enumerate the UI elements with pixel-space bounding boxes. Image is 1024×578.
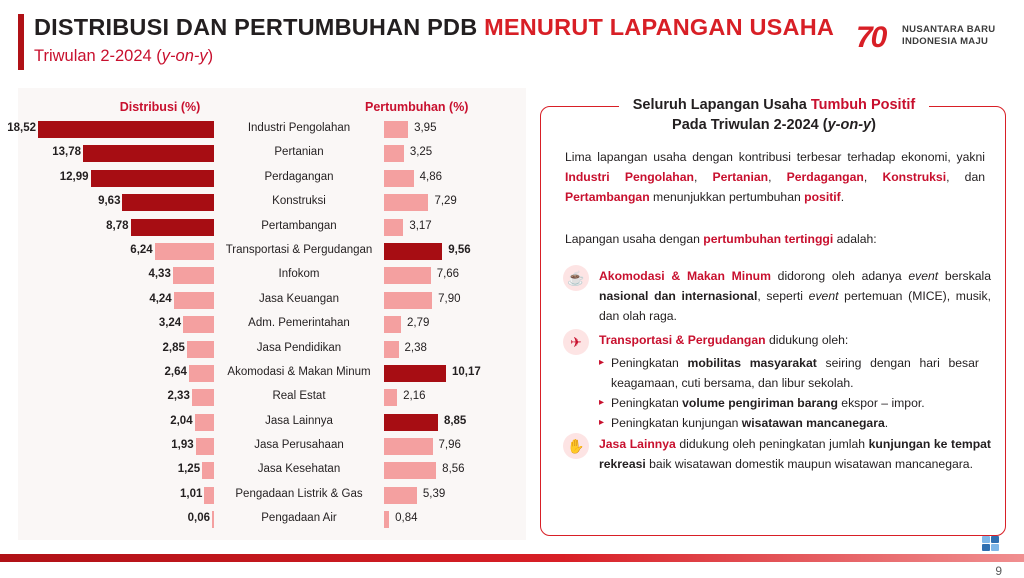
b1-b: berskala	[938, 269, 991, 283]
growth-bar	[384, 121, 408, 138]
distribution-value: 18,52	[7, 122, 36, 134]
info-title-line2-italic: y-on-y	[827, 117, 872, 133]
p1-part1: Lima lapangan usaha dengan kontribusi terbesar terhadap ekonomi, yakni	[565, 150, 985, 164]
growth-value: 10,17	[452, 365, 481, 378]
category-label: Jasa Kesehatan	[257, 463, 341, 476]
page-subtitle-plain: Triwulan 2-2024 (	[34, 47, 162, 65]
s3-pre: Peningkatan kunjungan	[611, 416, 742, 430]
p1-hi4: Konstruksi	[882, 170, 947, 184]
slide-header	[0, 0, 1024, 86]
logo-text-line2: INDONESIA MAJU	[902, 36, 989, 47]
distribution-bar	[195, 414, 214, 431]
s3-post: .	[884, 416, 889, 430]
logo-text-line1: NUSANTARA BARU	[902, 24, 996, 35]
distribution-value: 0,06	[187, 512, 210, 525]
chart-row	[18, 435, 526, 459]
growth-bar	[384, 145, 404, 162]
category-label: Pertambangan	[261, 219, 337, 232]
category-label: Industri Pengolahan	[247, 122, 351, 134]
chart-row	[18, 362, 526, 386]
b2-lead: Transportasi & Pergudangan	[599, 333, 766, 347]
p1-sep4: , dan	[946, 170, 986, 184]
chart-row	[18, 386, 526, 410]
p1-sep1: ,	[693, 170, 713, 184]
category-label: Pengadaan Listrik & Gas	[235, 487, 363, 500]
title-accent-bar	[18, 14, 24, 70]
b1-a: didorong oleh adanya	[770, 269, 909, 283]
p2-part1: Lapangan usaha dengan	[565, 232, 704, 246]
bullet-transportasi-sublist	[599, 353, 979, 433]
growth-value: 2,79	[407, 317, 430, 330]
info-title-line2	[541, 117, 1007, 133]
page-subtitle	[34, 47, 213, 66]
info-paragraph-1	[565, 147, 985, 207]
distribution-bar	[189, 365, 214, 382]
distribution-value: 3,24	[158, 317, 182, 330]
p1-part2: menunjukkan pertumbuhan	[649, 190, 805, 204]
s1-bold: mobilitas masyarakat	[687, 356, 817, 370]
growth-value: 3,17	[409, 219, 432, 232]
growth-value: 3,95	[414, 122, 437, 134]
page-title-dark: DISTRIBUSI DAN PERTUMBUHAN PDB	[34, 14, 485, 40]
distribution-value: 2,85	[162, 341, 185, 354]
distribution-value: 13,78	[52, 146, 82, 159]
info-panel	[540, 97, 1006, 536]
distribution-value: 2,64	[164, 365, 187, 378]
category-label: Transportasi & Pergudangan	[225, 243, 373, 256]
growth-bar	[384, 462, 436, 479]
b1-bold1: nasional dan internasional	[599, 289, 758, 303]
growth-value: 4,86	[419, 170, 443, 183]
chart-row	[18, 240, 526, 264]
growth-value: 9,56	[448, 243, 471, 256]
distribution-bar	[196, 438, 214, 455]
category-label: Akomodasi & Makan Minum	[227, 365, 371, 378]
b1-lead: Akomodasi & Makan Minum	[599, 269, 771, 283]
sub-item	[599, 353, 979, 393]
b1-d: pertemuan (MICE), musik, dan olah raga.	[599, 289, 991, 323]
b1-ital1: event	[908, 269, 939, 283]
distribution-bar	[204, 487, 214, 504]
growth-bar	[384, 219, 403, 236]
growth-value: 2,38	[404, 341, 427, 354]
category-label: Adm. Pemerintahan	[248, 317, 350, 330]
distribution-bar	[187, 341, 214, 358]
chart-rows	[7, 118, 526, 533]
chart-row	[18, 264, 526, 288]
p1-hi5: Pertambangan	[565, 190, 650, 204]
growth-bar	[384, 194, 428, 211]
info-title-line2-b: )	[871, 117, 876, 133]
p1-sep3: ,	[863, 170, 883, 184]
category-label: Pertanian	[274, 146, 324, 159]
growth-bar	[384, 243, 442, 260]
distribution-bar	[83, 145, 214, 162]
chart-row	[18, 459, 526, 483]
growth-bar	[384, 292, 432, 309]
distribution-bar	[174, 292, 214, 309]
chart-row	[18, 167, 526, 191]
distribution-bar	[122, 194, 214, 211]
growth-value: 7,90	[438, 292, 461, 305]
page-title	[34, 14, 834, 41]
category-label: Jasa Perusahaan	[254, 439, 344, 452]
distribution-value: 8,78	[106, 219, 129, 232]
chart-row	[18, 338, 526, 362]
info-title-line2-a: Pada Triwulan 2-2024 (	[672, 117, 828, 133]
p1-hi1: Industri Pengolahan	[565, 170, 694, 184]
chart-row	[7, 118, 526, 142]
distribution-bar	[38, 121, 214, 138]
page-number: 9	[995, 564, 1002, 578]
s2-post: ekspor – impor.	[837, 396, 925, 410]
logo	[856, 16, 1006, 62]
distribution-value: 6,24	[130, 243, 153, 256]
bullet-jasa-lainnya-text	[599, 434, 991, 474]
distribution-bar	[192, 389, 214, 406]
b3-lead: Jasa Lainnya	[599, 437, 676, 451]
b1-c: , seperti	[757, 289, 809, 303]
distribution-value: 12,99	[59, 170, 89, 183]
growth-bar	[384, 438, 433, 455]
s1-post: seiring dengan hari besar keagamaan, cuti bersama, dan libur sekolah.	[611, 356, 979, 390]
growth-value: 2,16	[403, 390, 426, 403]
distribution-value: 4,24	[149, 292, 172, 305]
page-title-red: MENURUT LAPANGAN USAHA	[484, 14, 835, 40]
s2-pre: Peningkatan	[611, 396, 683, 410]
s1-pre: Peningkatan	[611, 356, 688, 370]
transport-icon: ✈	[563, 329, 589, 355]
category-label: Jasa Pendidikan	[256, 341, 342, 354]
chart-row	[18, 191, 526, 215]
footer-bar	[0, 554, 1024, 562]
growth-bar	[384, 389, 397, 406]
category-label: Pengadaan Air	[261, 512, 337, 525]
sub-item	[599, 393, 979, 413]
logo-mark-icon: 70	[856, 21, 886, 54]
growth-column-header: Pertumbuhan (%)	[365, 100, 469, 114]
b3-a: didukung oleh peningkatan jumlah	[675, 437, 869, 451]
growth-value: 0,84	[395, 512, 418, 525]
chart-row	[18, 216, 526, 240]
page-subtitle-end: )	[207, 47, 214, 65]
s2-bold: volume pengiriman barang	[682, 396, 838, 410]
growth-bar	[384, 341, 399, 358]
chart-row	[18, 142, 526, 166]
b2-a: didukung oleh:	[765, 333, 849, 347]
growth-bar	[384, 316, 401, 333]
p1-end: .	[840, 190, 845, 204]
distribution-bar	[131, 219, 214, 236]
category-label: Real Estat	[272, 390, 326, 403]
coffee-icon: ☕	[563, 265, 589, 291]
growth-bar	[384, 487, 417, 504]
p2-part2: adalah:	[833, 232, 877, 246]
s3-bold: wisatawan mancanegara	[741, 416, 885, 430]
chart-row	[18, 313, 526, 337]
growth-value: 8,85	[443, 414, 467, 427]
distribution-value: 9,63	[98, 195, 121, 208]
chart-row	[18, 508, 526, 532]
info-title-line1	[541, 95, 1007, 115]
growth-value: 7,29	[434, 195, 457, 208]
b3-b: baik wisatawan domestik maupun wisatawan mancanegara.	[645, 457, 973, 471]
growth-bar	[384, 170, 414, 187]
bullet-akomodasi-text	[599, 266, 991, 326]
growth-value: 3,25	[409, 146, 433, 159]
sub-item	[599, 413, 979, 433]
p1-hi6: positif	[804, 190, 841, 204]
footer-logo-icon	[982, 536, 1002, 552]
distribution-value: 2,04	[170, 414, 193, 427]
category-label: Infokom	[278, 268, 320, 281]
info-title-line1-a: Seluruh Lapangan Usaha	[632, 97, 811, 113]
growth-bar	[384, 267, 431, 284]
distribution-value: 2,33	[167, 390, 190, 403]
growth-bar	[384, 365, 446, 382]
category-label: Perdagangan	[264, 170, 334, 183]
info-title-line1-b: Tumbuh Positif	[810, 97, 916, 113]
services-icon: ✋	[563, 433, 589, 459]
b1-ital2: event	[808, 289, 839, 303]
category-label: Jasa Lainnya	[265, 414, 333, 427]
p1-sep2: ,	[768, 170, 787, 184]
distribution-bar	[173, 267, 214, 284]
p1-hi2: Pertanian	[712, 170, 769, 184]
category-label: Konstruksi	[272, 195, 326, 208]
distribution-value: 1,93	[171, 439, 194, 452]
page-subtitle-italic: y-on-y	[161, 47, 208, 65]
chart-row	[18, 289, 526, 313]
p1-hi3: Perdagangan	[786, 170, 864, 184]
distribution-value: 4,33	[148, 268, 171, 281]
distribution-bar	[91, 170, 214, 187]
chart-row	[18, 411, 526, 435]
logo-text	[902, 24, 995, 48]
distribution-value: 1,01	[180, 487, 203, 500]
bullet-transportasi-text	[599, 330, 991, 350]
b3-bold1: kunjungan ke tempat rekreasi	[599, 437, 991, 471]
chart-row	[18, 484, 526, 508]
p2-hi: pertumbuhan tertinggi	[703, 232, 834, 246]
growth-value: 8,56	[442, 463, 465, 476]
distribution-bar	[183, 316, 214, 333]
growth-value: 5,39	[422, 487, 446, 500]
distribution-value: 1,25	[177, 463, 201, 476]
growth-value: 7,66	[436, 268, 460, 281]
distribution-bar	[155, 243, 214, 260]
distribution-bar	[202, 462, 214, 479]
category-label: Jasa Keuangan	[259, 292, 339, 305]
growth-value: 7,96	[438, 439, 461, 452]
info-paragraph-2	[565, 229, 985, 249]
distribution-column-header: Distribusi (%)	[119, 100, 201, 114]
growth-bar	[384, 511, 389, 528]
growth-bar	[384, 414, 438, 431]
